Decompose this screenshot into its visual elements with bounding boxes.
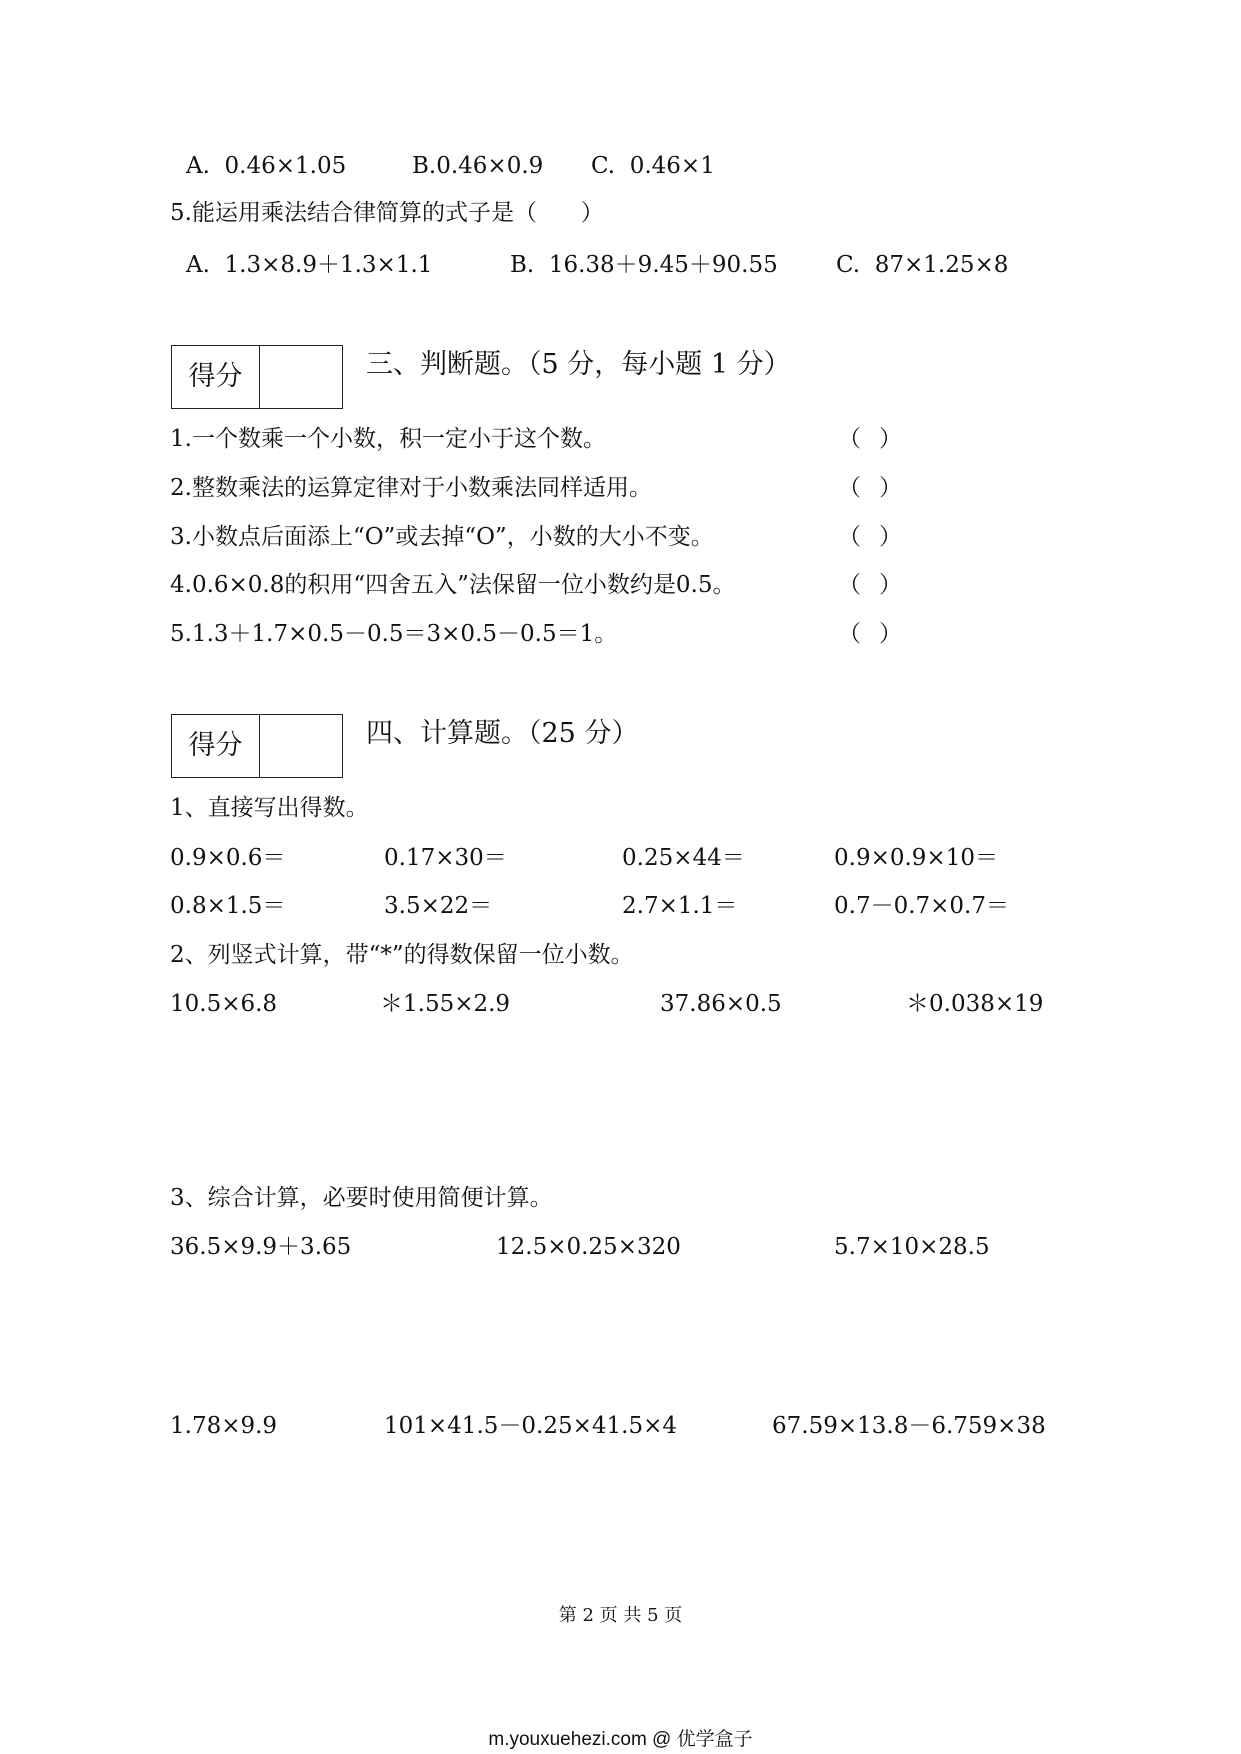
section4-title: 四、计算题。（25 分） (366, 718, 639, 749)
q5-option-a: A. 1.3×8.9＋1.3×1.1 (186, 252, 433, 278)
section4-score-value[interactable] (260, 715, 342, 777)
part1-title: 1、直接写出得数。 (170, 795, 369, 821)
oral-calc-item: 0.25×44＝ (622, 845, 745, 871)
q4-option-b: B.0.46×0.9 (412, 153, 544, 179)
section3-score-label: 得分 (172, 346, 260, 408)
judge-answer-2[interactable]: （ ） (838, 475, 902, 501)
section3-title: 三、判断题。（5 分，每小题 1 分） (366, 349, 791, 380)
judge-answer-5[interactable]: （ ） (838, 621, 902, 647)
judge-answer-4[interactable]: （ ） (838, 572, 902, 598)
section4-score-label: 得分 (172, 715, 260, 777)
section3-score-value[interactable] (260, 346, 342, 408)
oral-calc-item: 3.5×22＝ (384, 893, 493, 919)
oral-calc-item: 0.7－0.7×0.7＝ (834, 893, 1010, 919)
part2-title: 2、列竖式计算，带“*”的得数保留一位小数。 (170, 942, 634, 968)
judge-answer-3[interactable]: （ ） (838, 524, 902, 550)
section3-score-box (171, 345, 343, 409)
q4-option-a: A. 0.46×1.05 (186, 153, 347, 179)
judge-item-4: 4.0.6×0.8的积用“四舍五入”法保留一位小数约是0.5。 (170, 572, 736, 598)
mixed-calc-item: 12.5×0.25×320 (496, 1234, 681, 1260)
mixed-calc-item: 1.78×9.9 (170, 1413, 278, 1439)
vertical-calc-item: ＊1.55×2.9 (380, 991, 511, 1017)
oral-calc-item: 0.8×1.5＝ (170, 893, 286, 919)
mixed-calc-item: 5.7×10×28.5 (834, 1234, 990, 1260)
page-number: 第 2 页 共 5 页 (558, 1605, 683, 1626)
judge-item-2: 2.整数乘法的运算定律对于小数乘法同样适用。 (170, 475, 652, 501)
q4-option-c: C. 0.46×1 (591, 153, 715, 179)
q5-option-c: C. 87×1.25×8 (836, 252, 1009, 278)
oral-calc-item: 2.7×1.1＝ (622, 893, 738, 919)
mixed-calc-item: 36.5×9.9＋3.65 (170, 1234, 352, 1260)
judge-item-1: 1.一个数乘一个小数，积一定小于这个数。 (170, 426, 606, 452)
q5-question: 5.能运用乘法结合律简算的式子是（ ） (170, 200, 604, 226)
vertical-calc-item: 10.5×6.8 (170, 991, 278, 1017)
oral-calc-item: 0.17×30＝ (384, 845, 507, 871)
oral-calc-item: 0.9×0.6＝ (170, 845, 286, 871)
judge-answer-1[interactable]: （ ） (838, 426, 902, 452)
vertical-calc-item: 37.86×0.5 (660, 991, 782, 1017)
vertical-calc-item: ＊0.038×19 (906, 991, 1044, 1017)
q5-option-b: B. 16.38＋9.45＋90.55 (510, 252, 778, 278)
part3-title: 3、综合计算，必要时使用简便计算。 (170, 1185, 553, 1211)
judge-item-5: 5.1.3＋1.7×0.5－0.5＝3×0.5－0.5＝1。 (170, 621, 618, 647)
watermark[interactable]: m.youxuehezi.com @ 优学盒子 (488, 1729, 753, 1750)
section4-score-box (171, 714, 343, 778)
judge-item-3: 3.小数点后面添上“O”或去掉“O”，小数的大小不变。 (170, 524, 714, 550)
mixed-calc-item: 101×41.5－0.25×41.5×4 (384, 1413, 677, 1439)
oral-calc-item: 0.9×0.9×10＝ (834, 845, 998, 871)
mixed-calc-item: 67.59×13.8－6.759×38 (772, 1413, 1046, 1439)
